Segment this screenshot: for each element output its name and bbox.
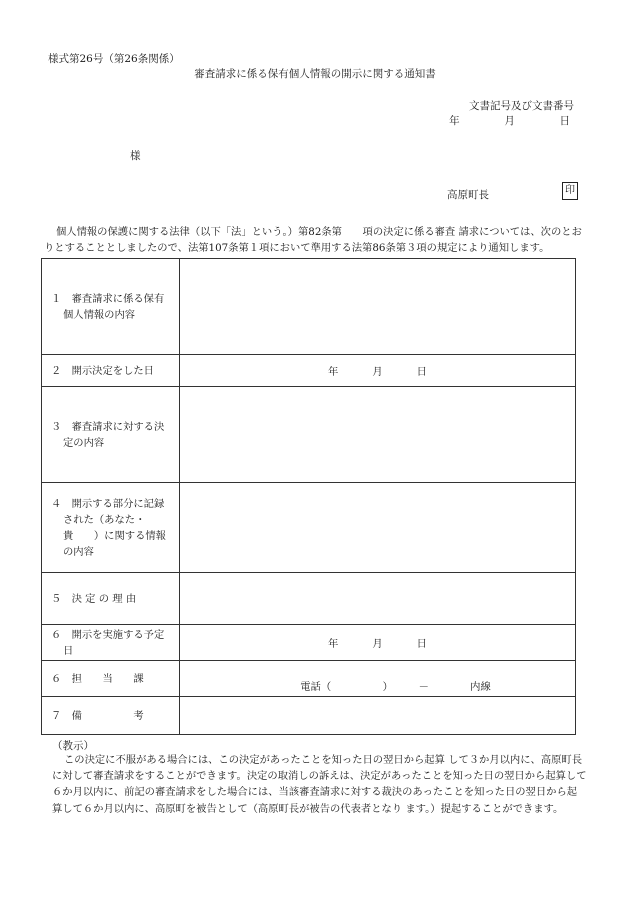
notice-paragraph: この決定に不服がある場合には、この決定があったことを知った日の翌日から起算 して３か月以内に、高原町長に対して審査請求をすることができます。決定の取消しの訴えは、決定があったことを知った日の翌日から起算して６か月以内に、前記の審査請求をした場合には、当該審査請求に対する裁決のあったことを知った日の翌日から起算して６か月以内に、高原町を被告として（高原町長が被告の代表者となり ます。）提起することができます。 bbox=[52, 754, 587, 815]
table-row bbox=[42, 697, 576, 735]
date-day: 日 bbox=[416, 366, 427, 378]
table-row bbox=[42, 355, 576, 387]
notice-heading: （教示） bbox=[52, 740, 94, 752]
addressee-suffix: 様 bbox=[130, 150, 141, 162]
date-day: 日 bbox=[559, 115, 570, 127]
row-label: ５ 決 定 の 理 由 bbox=[42, 573, 180, 625]
table-row bbox=[42, 483, 576, 573]
table-row bbox=[42, 661, 576, 697]
row-value bbox=[180, 483, 576, 573]
seal-mark: 印 bbox=[562, 182, 578, 200]
row-label: ４ 開示する部分に記録された（あなた・貴 ）に関する情報の内容 bbox=[42, 483, 180, 573]
table-row bbox=[42, 625, 576, 661]
date-year: 年 bbox=[328, 366, 339, 378]
phone-field: 電話（ ） － 内線 bbox=[300, 681, 491, 693]
page-title: 審査請求に係る保有個人情報の開示に関する通知書 bbox=[194, 68, 436, 80]
notice-table bbox=[41, 258, 576, 735]
table-row bbox=[42, 259, 576, 355]
row-value bbox=[180, 661, 576, 697]
date-month: 月 bbox=[504, 115, 515, 127]
row-label: １ 審査請求に係る保有個人情報の内容 bbox=[42, 259, 180, 355]
document-date bbox=[449, 114, 574, 129]
form-number: 様式第26号（第26条関係） bbox=[48, 53, 180, 65]
date-year: 年 bbox=[328, 638, 339, 650]
date-day: 日 bbox=[416, 638, 427, 650]
document-number-label: 文書記号及び文書番号 bbox=[469, 100, 574, 112]
date-month: 月 bbox=[372, 366, 383, 378]
document-reference bbox=[449, 99, 574, 129]
row-label: ７ 備 考 bbox=[42, 697, 180, 735]
row-value bbox=[180, 625, 576, 661]
date-year: 年 bbox=[449, 115, 460, 127]
intro-paragraph: 個人情報の保護に関する法律（以下「法」という。）第82条第 項の決定に係る審査 請求については、次のとおりとすることとしましたので、法第107条第１項において準用する法第86条第３項の規定により通知します。 bbox=[44, 226, 582, 254]
row-label: ６ 担 当 課 bbox=[42, 661, 180, 697]
row-value bbox=[180, 259, 576, 355]
row-value bbox=[180, 387, 576, 483]
table-row bbox=[42, 387, 576, 483]
issuer-name: 高原町長 bbox=[447, 189, 489, 201]
row-value bbox=[180, 573, 576, 625]
row-value bbox=[180, 697, 576, 735]
row-label: ２ 開示決定をした日 bbox=[42, 355, 180, 387]
row-label: ６ 開示を実施する予定日 bbox=[42, 625, 180, 661]
date-month: 月 bbox=[372, 638, 383, 650]
table-row bbox=[42, 573, 576, 625]
row-label: ３ 審査請求に対する決定の内容 bbox=[42, 387, 180, 483]
row-value bbox=[180, 355, 576, 387]
